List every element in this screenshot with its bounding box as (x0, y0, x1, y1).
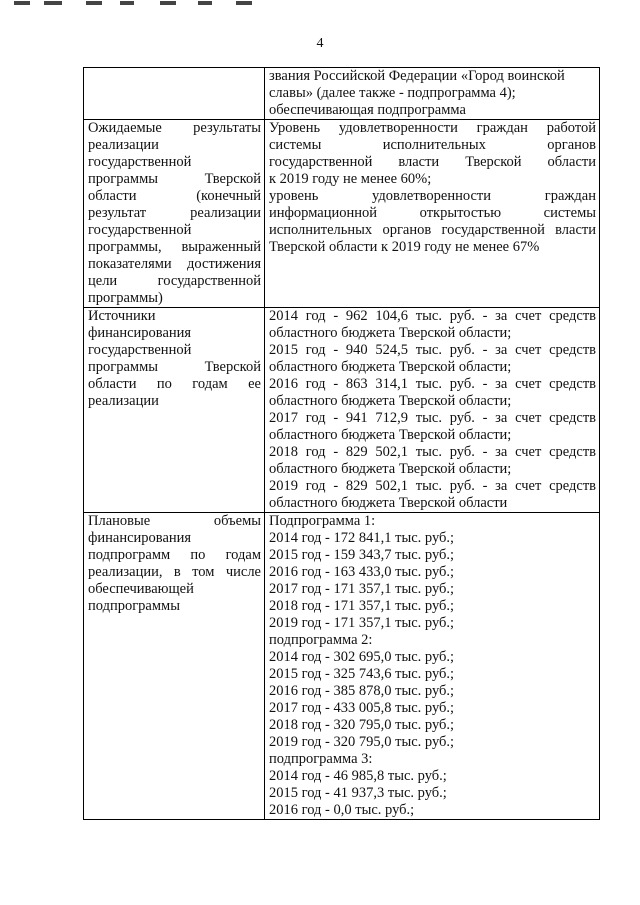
row-content-line: 2018 год - 171 357,1 тыс. руб.; (269, 598, 455, 614)
row-label-line: государственной (88, 154, 192, 170)
row-content-line: 2016 год - 863 314,1 тыс. руб. - за счет средств (269, 376, 596, 392)
row-content-cell (265, 513, 600, 820)
row-content-line: системы исполнительных органов (269, 137, 596, 153)
row-label-line: подпрограмм по годам (88, 547, 261, 563)
row-label-line: области (конечный (88, 188, 261, 204)
row-label-line: Источники (88, 308, 156, 324)
row-label-line: показателями достижения (88, 256, 261, 272)
row-content-line: 2017 год - 941 712,9 тыс. руб. - за счет средств (269, 410, 596, 426)
row-label-cell (84, 68, 265, 120)
row-content-cell (265, 120, 600, 308)
row-content-line: 2016 год - 385 878,0 тыс. руб.; (269, 683, 455, 699)
program-passport-table (83, 67, 600, 820)
row-label-line: программы) (88, 290, 163, 306)
row-label-cell (84, 120, 265, 308)
row-label-line: области по годам ее (88, 376, 261, 392)
row-content-cell (265, 68, 600, 120)
row-content-line: 2014 год - 962 104,6 тыс. руб. - за счет средств (269, 308, 596, 324)
row-label-line: цели государственной (88, 273, 261, 289)
row-label-line: обеспечивающей (88, 581, 194, 597)
row-content-line: звания Российской Федерации «Город воинской (269, 68, 565, 84)
row-content-line: 2014 год - 172 841,1 тыс. руб.; (269, 530, 455, 546)
row-label-line: программы Тверской (88, 359, 261, 375)
row-content-cell (265, 308, 600, 513)
row-content-line: 2019 год - 320 795,0 тыс. руб.; (269, 734, 455, 750)
row-content-line: Подпрограмма 1: (269, 513, 376, 529)
row-content-line: информационной открытостью системы (269, 205, 596, 221)
scan-edge-marks (0, 0, 640, 6)
table-row (84, 308, 600, 513)
row-content-line: 2015 год - 325 743,6 тыс. руб.; (269, 666, 455, 682)
row-content-line: 2014 год - 302 695,0 тыс. руб.; (269, 649, 455, 665)
row-content-line: Тверской области к 2019 году не менее 67% (269, 239, 540, 255)
row-content-line: Уровень удовлетворенности граждан работой (269, 120, 596, 136)
row-label-line: реализации, в том числе (88, 564, 261, 580)
row-content-line: областного бюджета Тверской области; (269, 427, 512, 443)
row-label-cell (84, 308, 265, 513)
table-row (84, 120, 600, 308)
row-content-line: 2019 год - 829 502,1 тыс. руб. - за счет средств (269, 478, 596, 494)
row-label-line: финансирования (88, 325, 192, 341)
table-row (84, 513, 600, 820)
row-content-line: 2018 год - 320 795,0 тыс. руб.; (269, 717, 455, 733)
row-label-line: результат реализации (88, 205, 261, 221)
row-content-line: к 2019 году не менее 60%; (269, 171, 432, 187)
row-content-line: областного бюджета Тверской области (269, 495, 508, 511)
row-content-line: государственной власти Тверской области (269, 154, 596, 170)
row-content-line: обеспечивающая подпрограмма (269, 102, 466, 118)
row-label-line: Ожидаемые результаты (88, 120, 261, 136)
row-content-line: 2014 год - 46 985,8 тыс. руб.; (269, 768, 447, 784)
row-label-line: программы Тверской (88, 171, 261, 187)
row-content-line: областного бюджета Тверской области; (269, 325, 512, 341)
row-label-line: государственной (88, 222, 192, 238)
row-label-line: реализации (88, 137, 159, 153)
row-label-line: финансирования (88, 530, 192, 546)
row-content-line: 2015 год - 41 937,3 тыс. руб.; (269, 785, 447, 801)
row-label-line: программы, выраженный (88, 239, 261, 255)
table-row (84, 68, 600, 120)
row-content-line: подпрограмма 2: (269, 632, 373, 648)
row-content-line: уровень удовлетворенности граждан (269, 188, 596, 204)
row-content-line: 2015 год - 940 524,5 тыс. руб. - за счет средств (269, 342, 596, 358)
row-content-line: областного бюджета Тверской области; (269, 393, 512, 409)
row-label-line: подпрограммы (88, 598, 180, 614)
row-content-line: 2016 год - 163 433,0 тыс. руб.; (269, 564, 455, 580)
row-content-line: 2016 год - 0,0 тыс. руб.; (269, 802, 415, 818)
row-label-line: Плановые объемы (88, 513, 261, 529)
row-content-line: 2018 год - 829 502,1 тыс. руб. - за счет средств (269, 444, 596, 460)
row-content-line: 2017 год - 433 005,8 тыс. руб.; (269, 700, 455, 716)
row-label-line: реализации (88, 393, 159, 409)
row-content-line: исполнительных органов государственной власти (269, 222, 596, 238)
row-content-line: славы» (далее также - подпрограмма 4); (269, 85, 516, 101)
row-label-line: государственной (88, 342, 192, 358)
row-content-line: областного бюджета Тверской области; (269, 461, 512, 477)
row-content-line: областного бюджета Тверской области; (269, 359, 512, 375)
row-content-line: подпрограмма 3: (269, 751, 373, 767)
page-number: 4 (316, 36, 324, 51)
row-content-line: 2015 год - 159 343,7 тыс. руб.; (269, 547, 455, 563)
row-label-cell (84, 513, 265, 820)
row-content-line: 2019 год - 171 357,1 тыс. руб.; (269, 615, 455, 631)
row-content-line: 2017 год - 171 357,1 тыс. руб.; (269, 581, 455, 597)
